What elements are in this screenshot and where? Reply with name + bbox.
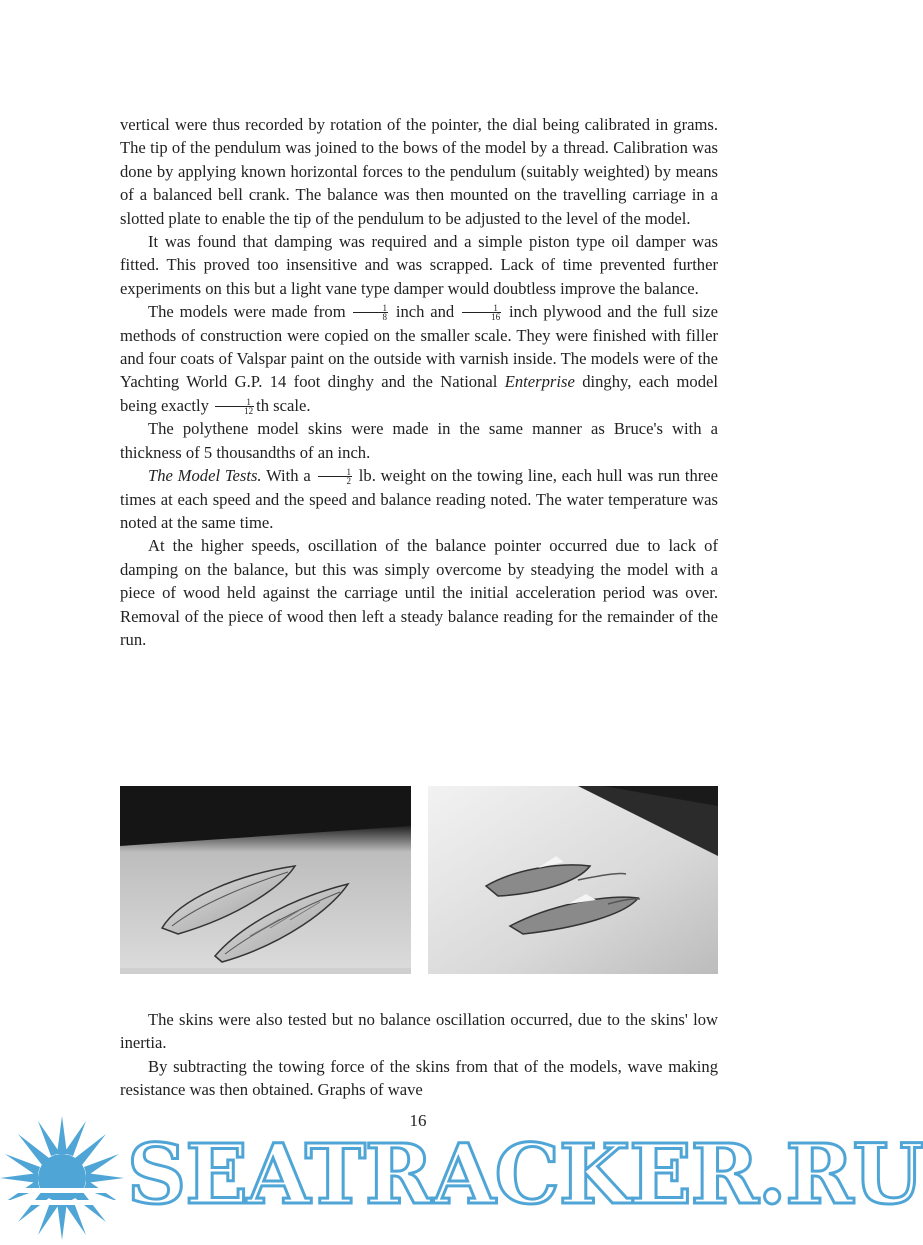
photo-plywood-models <box>120 786 411 974</box>
paragraph: The models were made from $\frac{1}{8}$ inch and $\frac{1}{16}$ inch plywood and the full size methods of construction were copied on the smaller scale. They were finished with filler and four coats of Valspar paint on the outside with varnish inside. The models were of the Yachting World G.P. 14 foot dinghy and the National Enterprise dinghy, each model being exactly $\frac{1}{12}$ th scale. <box>120 302 718 417</box>
page-number: 16 <box>409 1111 427 1130</box>
paragraph: The polythene model skins were made in the same manner as Bruce's with a thickness of 5 thousandths of an inch. <box>120 419 718 462</box>
fraction: $\frac{1}{12}$ <box>215 398 254 415</box>
fraction: $\frac{1}{2}$ <box>318 468 353 485</box>
watermark-text: SEATRACKER.RU <box>127 1127 923 1223</box>
paragraph: vertical were thus recorded by rotation of the pointer, the dial being calibrated in grams. The tip of the pendulum was joined to the bows of the model by a thread. Calibration was done by applying known horizontal forces to the pendulum (suitably weighted) by means of a balanced bell crank. The balance was then mounted on the travelling carriage in a slotted plate to enable the tip of the pendulum to be adjusted to the level of the model. <box>120 115 718 228</box>
text-block-bottom <box>120 1008 718 1102</box>
photo-polythene-skins <box>428 786 718 974</box>
fraction: $\frac{1}{16}$ <box>462 304 501 321</box>
section-heading: The Model Tests. <box>148 466 262 486</box>
paragraph: The Model Tests. With a $\frac{1}{2}$ lb. weight on the towing line, each hull was run three times at each speed and the speed and balance reading noted. The water temperature was noted at the same time. <box>120 466 719 532</box>
paragraph: At the higher speeds, oscillation of the balance pointer occurred due to lack of damping on the balance, but this was simply overcome by steadying the model with a piece of wood held against the carriage until the initial acceleration period was over. Removal of the piece of wood then left a steady balance reading for the remainder of the run. <box>120 536 718 649</box>
text-block-top <box>120 113 718 651</box>
paragraph: The skins were also tested but no balance oscillation occurred, due to the skins' low inertia. <box>120 1010 718 1053</box>
paragraph: By subtracting the towing force of the skins from that of the models, wave making resistance was then obtained. Graphs of wave <box>120 1056 718 1100</box>
paragraph: It was found that damping was required and a simple piston type oil damper was fitted. This proved too insensitive and was scrapped. Lack of time prevented further experiments on this but a light vane type damper would doubtless improve the balance. <box>120 232 718 298</box>
fraction: $\frac{1}{8}$ <box>353 304 388 321</box>
